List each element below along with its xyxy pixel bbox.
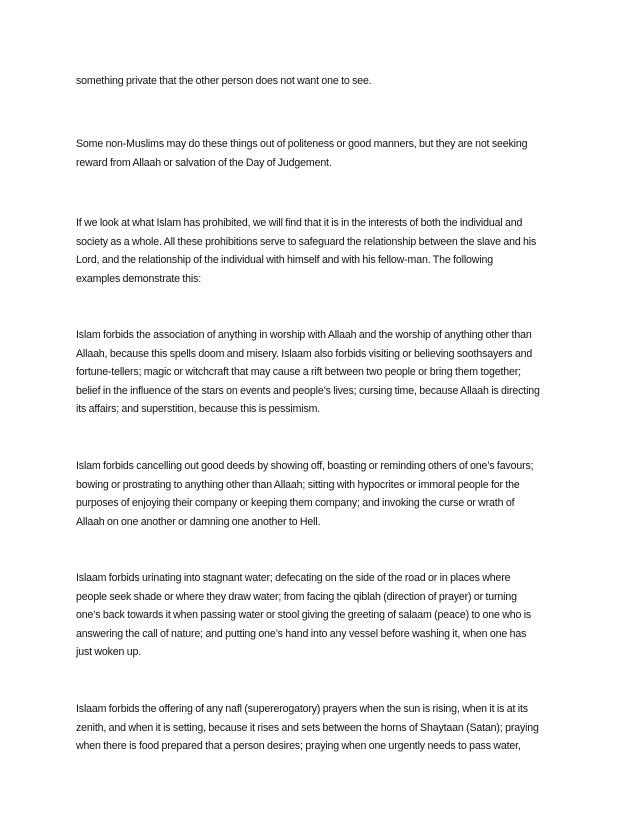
text-line: answering the call of nature; and putting one’s hand into any vessel before washing it, when one has [76, 627, 527, 640]
text-line: society as a whole. All these prohibitions serve to safeguard the relationship between the slave and his [76, 235, 537, 248]
paragraph-cancelling-good-deeds [76, 457, 570, 531]
paragraph-private-matters [76, 72, 570, 91]
text-line: Islam forbids the association of anything in worship with Allaah and the worship of anything other than [76, 329, 532, 341]
paragraph-prohibitions-interests [76, 214, 570, 288]
text-line: Islaam forbids the offering of any nafl (supererogatory) prayers when the sun is rising, when it is at its [76, 703, 528, 715]
text-line: Islaam forbids urinating into stagnant water; defecating on the side of the road or in places where [76, 572, 511, 584]
text-line: purposes of enjoying their company or keeping them company; and invoking the curse or wrath of [76, 497, 515, 510]
text-line: when there is food prepared that a person desires; praying when one urgently needs to pass water, [76, 740, 521, 753]
text-line: Allaah on one another or damning one another to Hell. [76, 515, 321, 528]
text-line: people seek shade or where they draw water; from facing the qiblah (direction of prayer) or turning [76, 590, 517, 603]
text-line: Allaah, because this spells doom and misery. Islaam also forbids visiting or believing soothsayers and [76, 347, 533, 360]
paragraph-nafl-prayers [76, 700, 570, 756]
text-line: one’s back towards it when passing water or stool giving the greeting of salaam (peace) to one who is [76, 609, 532, 622]
paragraph-association-in-worship [76, 326, 570, 419]
paragraph-non-muslims-politeness [76, 135, 570, 172]
text-line: just woken up. [76, 646, 142, 659]
text-line: bowing or prostrating to anything other than Allaah; sitting with hypocrites or immoral people for the [76, 478, 520, 491]
text-line: zenith, and when it is setting, because it rises and sets between the horns of Shaytaan (Satan); praying [76, 721, 539, 734]
text-line: fortune-tellers; magic or witchcraft that may cause a rift between two people or bring them together; [76, 366, 521, 379]
text-line: examples demonstrate this: [76, 272, 202, 285]
text-line: Lord, and the relationship of the individual with himself and with his fellow-man. The following [76, 254, 493, 267]
text-line: reward from Allaah or salvation of the Day of Judgement. [76, 156, 332, 169]
text-line: belief in the influence of the stars on events and people’s lives; cursing time, because Allaah is directing [76, 384, 540, 397]
text-line: something private that the other person does not want one to see. [76, 75, 372, 87]
text-line: Islam forbids cancelling out good deeds by showing off, boasting or reminding others of one’s favours; [76, 460, 534, 472]
text-line: If we look at what Islam has prohibited, we will find that it is in the interests of both the individual and [76, 217, 523, 229]
text-line: its affairs; and superstition, because this is pessimism. [76, 403, 321, 416]
text-line: Some non-Muslims may do these things out of politeness or good manners, but they are not seeking [76, 138, 528, 150]
paragraph-urinating-stagnant-water [76, 569, 570, 662]
